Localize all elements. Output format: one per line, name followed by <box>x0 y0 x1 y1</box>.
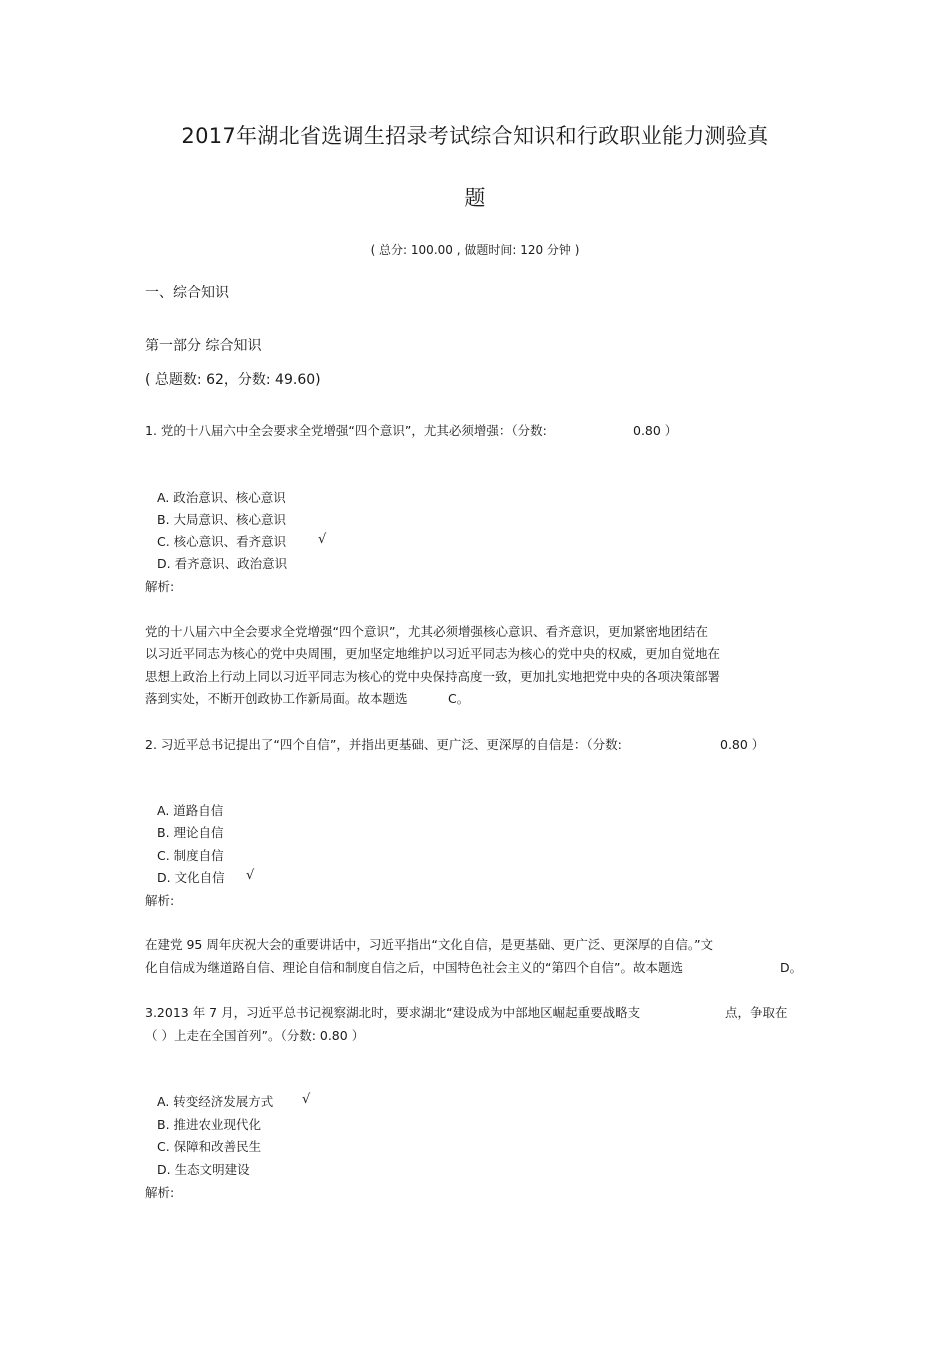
exam-meta: ( 总分: 100.00 , 做题时间: 120 分钟 ) <box>370 243 580 257</box>
question-3-correct-mark: √ <box>302 1092 311 1107</box>
part-heading: 第一部分 综合知识 <box>145 338 262 354</box>
question-1-explanation-line: 思想上政治上行动上同以习近平同志为核心的党中央保持高度一致，更加扎实地把党中央的各项决策部署 <box>145 669 721 684</box>
question-2-correct-mark: √ <box>246 868 255 883</box>
question-2-option-b: B. 理论自信 <box>157 825 224 840</box>
question-3-option-b: B. 推进农业现代化 <box>157 1117 262 1132</box>
question-3-option-c: C. 保障和改善民生 <box>157 1139 262 1154</box>
part-info: ( 总题数: 62，分数: 49.60) <box>145 372 321 388</box>
question-1-explanation-line: 落到实处，不断开创政协工作新局面。故本题选 <box>145 691 408 706</box>
question-3-option-d: D. 生态文明建设 <box>157 1162 250 1177</box>
question-3-option-a: A. 转变经济发展方式 <box>157 1094 274 1109</box>
question-3-analysis-label: 解析: <box>145 1185 175 1200</box>
question-2-stem: 2. 习近平总书记提出了“四个自信”，并指出更基础、更广泛、更深厚的自信是：（分数: <box>145 737 622 752</box>
question-2-analysis-label: 解析: <box>145 893 175 908</box>
question-1-option-c: C. 核心意识、看齐意识 <box>157 534 287 549</box>
question-1-option-b: B. 大局意识、核心意识 <box>157 512 287 527</box>
question-1-analysis-label: 解析: <box>145 579 175 594</box>
document-title-line2: 题 <box>464 186 486 210</box>
question-1-option-a: A. 政治意识、核心意识 <box>157 490 286 505</box>
question-2-score: 0.80 ） <box>720 737 765 752</box>
question-2-explanation-line: 化自信成为继道路自信、理论自信和制度自信之后，中国特色社会主义的“第四个自信”。故本题选 <box>145 960 683 975</box>
question-1-answer: C。 <box>448 691 470 706</box>
question-2-option-a: A. 道路自信 <box>157 803 224 818</box>
question-1-explanation-line: 以习近平同志为核心的党中央周围，更加坚定地维护以习近平同志为核心的党中央的权威，更加自觉地在 <box>145 646 721 661</box>
question-1-correct-mark: √ <box>318 532 327 547</box>
question-3-stem-line1-end: 点，争取在 <box>725 1005 788 1020</box>
question-3-stem-line1: 3.2013 年 7 月，习近平总书记视察湖北时，要求湖北“建设成为中部地区崛起重要战略支 <box>145 1005 641 1020</box>
question-2-explanation-line: 在建党 95 周年庆祝大会的重要讲话中，习近平指出“文化自信，是更基础、更广泛、更深厚的自信。”文 <box>145 937 714 952</box>
question-3-stem-line2: （ ）上走在全国首列”。（分数: 0.80 ） <box>145 1028 365 1043</box>
question-1-option-d: D. 看齐意识、政治意识 <box>157 556 288 571</box>
section-heading: 一、综合知识 <box>145 285 229 301</box>
question-2-answer: D。 <box>780 960 803 975</box>
question-1-score: 0.80 ） <box>633 423 678 438</box>
question-2-option-d: D. 文化自信 <box>157 870 225 885</box>
document-title-line1: 2017年湖北省选调生招录考试综合知识和行政职业能力测验真 <box>181 124 769 148</box>
question-2-option-c: C. 制度自信 <box>157 848 224 863</box>
question-1-stem: 1. 党的十八届六中全会要求全党增强“四个意识”，尤其必须增强：（分数: <box>145 423 547 438</box>
question-1-explanation-line: 党的十八届六中全会要求全党增强“四个意识”，尤其必须增强核心意识、看齐意识，更加紧密地团结在 <box>145 624 708 639</box>
